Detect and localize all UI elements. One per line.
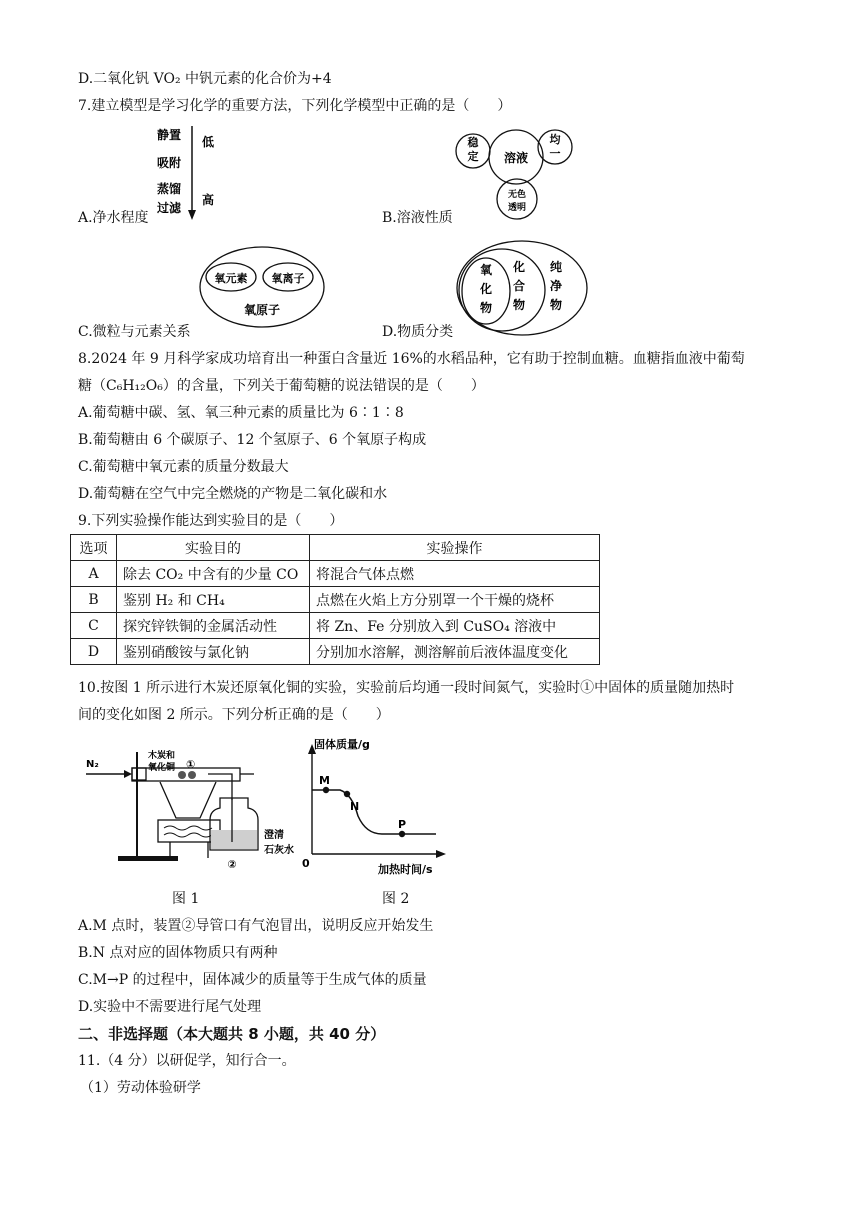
table-cell-operation: 将 Zn、Fe 分别放入到 CuSO₄ 溶液中 (310, 613, 600, 639)
q11-part-1: （1）劳动体验研学 (80, 1080, 201, 1096)
fig2-origin: 0 (302, 857, 310, 870)
svg-text:氧化铜: 氧化铜 (148, 763, 176, 773)
svg-text:定: 定 (467, 150, 479, 163)
fig-a-item-1: 静置 (157, 128, 182, 142)
q7-option-c: C.微粒与元素关系 (78, 324, 191, 340)
fig1-gas-label: N₂ (86, 759, 99, 770)
table-cell-option: B (71, 587, 117, 613)
svg-text:稳: 稳 (467, 136, 479, 149)
fig2-ylabel: 固体质量/g (314, 738, 370, 751)
svg-text:纯: 纯 (549, 260, 563, 274)
fig1-bottle-label: ② (227, 858, 237, 871)
fig-b-center: 溶液 (503, 151, 529, 165)
q8-option-d: D.葡萄糖在空气中完全燃烧的产物是二氧化碳和水 (78, 486, 388, 502)
fig-a-item-3: 蒸馏 (157, 182, 182, 196)
table-cell-purpose: 鉴别 H₂ 和 CH₄ (117, 587, 310, 613)
table-cell-operation: 分别加水溶解，测溶解前后液体温度变化 (310, 639, 600, 665)
fig2-point-n: N (350, 800, 360, 813)
svg-text:透明: 透明 (507, 203, 527, 213)
table-row (71, 561, 600, 587)
fig2-caption: 图 2 (382, 891, 410, 907)
svg-text:物: 物 (549, 298, 563, 312)
table-header-option: 选项 (71, 535, 117, 561)
q10-stem-line-1: 10.按图 1 所示进行木炭还原氧化铜的实验，实验前后均通一段时间氮气，实验时①中固体的质量随加热时 (78, 680, 735, 696)
table-cell-option: C (71, 613, 117, 639)
q10-option-c: C.M→P 的过程中，固体减少的质量等于生成气体的质量 (78, 972, 427, 988)
q6-option-d: D.二氧化钒 VO₂ 中钒元素的化合价为+4 (78, 71, 332, 87)
q8-stem-line-1: 8.2024 年 9 月科学家成功培育出一种蛋白含量近 16%的水稻品种，它有助于控制血糖。血糖指血液中葡萄 (78, 351, 745, 367)
fig1-caption: 图 1 (172, 891, 200, 907)
svg-text:氧: 氧 (479, 263, 493, 277)
svg-text:澄清: 澄清 (264, 830, 284, 841)
q11-stem: 11.（4 分）以研促学，知行合一。 (78, 1053, 296, 1069)
table-header-row (71, 535, 600, 561)
svg-text:一: 一 (549, 147, 561, 160)
svg-text:化: 化 (512, 260, 526, 274)
table-cell-purpose: 除去 CO₂ 中含有的少量 CO (117, 561, 310, 587)
fig-a-item-2: 吸附 (157, 156, 182, 170)
q10-option-b: B.N 点对应的固体物质只有两种 (78, 945, 278, 961)
q7-option-a: A.净水程度 (78, 210, 149, 226)
table-cell-purpose: 鉴别硝酸铵与氯化钠 (117, 639, 310, 665)
fig2-point-p: P (398, 818, 407, 831)
svg-text:石灰水: 石灰水 (264, 845, 294, 856)
fig2-xlabel: 加热时间/s (378, 863, 433, 876)
fig1-tube-label: ① (186, 758, 196, 771)
section-2-heading: 二、非选择题（本大题共 8 小题，共 40 分） (78, 1025, 386, 1043)
svg-text:无色: 无色 (507, 190, 527, 200)
figure-water-purification (150, 122, 230, 224)
table-cell-operation: 点燃在火焰上方分别罩一个干燥的烧杯 (310, 587, 600, 613)
svg-text:化: 化 (479, 282, 493, 296)
q9-stem: 9.下列实验操作能达到实验目的是（ ） (78, 513, 344, 529)
table-cell-option: A (71, 561, 117, 587)
table-row (71, 639, 600, 665)
svg-text:净: 净 (549, 279, 563, 293)
fig-a-item-4: 过滤 (157, 201, 182, 215)
table-cell-option: D (71, 639, 117, 665)
figure-2-chart (300, 736, 450, 878)
table-cell-purpose: 探究锌铁铜的金属活动性 (117, 613, 310, 639)
fig1-reagent-label: 木炭和 (148, 751, 176, 761)
svg-text:合: 合 (512, 279, 526, 293)
q9-table (70, 534, 600, 665)
table-row (71, 587, 600, 613)
fig-a-low-label: 低 (202, 135, 215, 149)
figure-1-bottle (208, 770, 278, 876)
svg-text:物: 物 (512, 298, 526, 312)
table-header-operation: 实验操作 (310, 535, 600, 561)
fig-c-inner-2: 氧离子 (271, 272, 305, 285)
svg-text:均: 均 (549, 133, 561, 146)
fig-a-high-label: 高 (202, 193, 215, 207)
q10-option-a: A.M 点时，装置②导管口有气泡冒出，说明反应开始发生 (78, 918, 434, 934)
figure-particle-element (198, 244, 326, 330)
table-cell-operation: 将混合气体点燃 (310, 561, 600, 587)
table-header-purpose: 实验目的 (117, 535, 310, 561)
fig-c-inner-1: 氧元素 (214, 272, 248, 285)
q7-stem: 7.建立模型是学习化学的重要方法，下列化学模型中正确的是（ ） (78, 98, 512, 114)
q8-stem-line-2: 糖（C₆H₁₂O₆）的含量，下列关于葡萄糖的说法错误的是（ ） (78, 378, 485, 394)
fig-c-outer: 氧原子 (243, 303, 281, 317)
svg-text:物: 物 (479, 301, 493, 315)
q8-option-a: A.葡萄糖中碳、氢、氧三种元素的质量比为 6∶1∶8 (78, 405, 404, 421)
q7-option-d: D.物质分类 (382, 324, 454, 340)
q10-stem-line-2: 间的变化如图 2 所示。下列分析正确的是（ ） (78, 707, 390, 723)
fig2-point-m: M (319, 774, 330, 787)
figure-solution-properties (452, 124, 592, 224)
table-row (71, 613, 600, 639)
q10-option-d: D.实验中不需要进行尾气处理 (78, 999, 262, 1015)
q8-option-b: B.葡萄糖由 6 个碳原子、12 个氢原子、6 个氧原子构成 (78, 432, 427, 448)
q7-option-b: B.溶液性质 (382, 210, 453, 226)
q8-option-c: C.葡萄糖中氧元素的质量分数最大 (78, 459, 289, 475)
figure-substance-classification (454, 238, 590, 338)
